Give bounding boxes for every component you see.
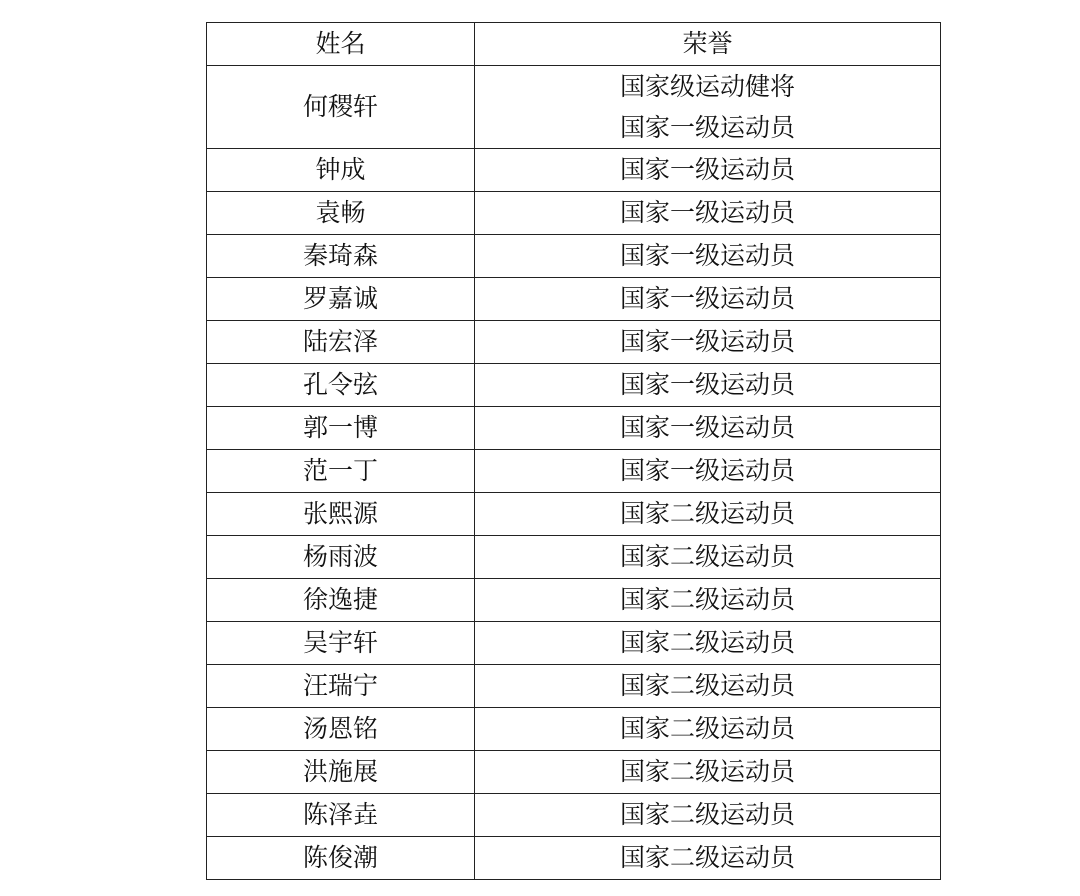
table-row [207,751,941,794]
table-row [207,794,941,837]
cell-honor: 国家一级运动员 [475,149,941,192]
cell-name: 钟成 [207,149,475,192]
cell-name: 汪瑞宁 [207,665,475,708]
cell-name: 孔令弦 [207,364,475,407]
cell-honor: 国家二级运动员 [475,579,941,622]
table-row [207,837,941,880]
cell-honor: 国家二级运动员 [475,665,941,708]
cell-name: 范一丁 [207,450,475,493]
cell-honor: 国家二级运动员 [475,622,941,665]
cell-name: 陈泽垚 [207,794,475,837]
cell-name: 张熙源 [207,493,475,536]
cell-name: 陈俊潮 [207,837,475,880]
cell-honor: 国家一级运动员 [475,407,941,450]
table-row [207,665,941,708]
header-honor: 荣誉 [475,23,941,66]
table-row [207,364,941,407]
table-row [207,579,941,622]
cell-honor: 国家一级运动员 [475,450,941,493]
honor-line: 国家一级运动员 [619,113,795,142]
cell-name: 何稷轩 [207,66,475,149]
table-row [207,493,941,536]
cell-honor: 国家二级运动员 [475,837,941,880]
table-row [207,536,941,579]
cell-name: 洪施展 [207,751,475,794]
table-row [207,149,941,192]
cell-honor: 国家二级运动员 [475,794,941,837]
cell-name: 郭一博 [207,407,475,450]
table-row [207,278,941,321]
cell-name: 秦琦森 [207,235,475,278]
honor-table [206,22,941,880]
cell-name: 汤恩铭 [207,708,475,751]
cell-name: 袁畅 [207,192,475,235]
cell-honor: 国家一级运动员 [475,278,941,321]
cell-name: 陆宏泽 [207,321,475,364]
cell-honor: 国家二级运动员 [475,708,941,751]
table-row [207,708,941,751]
table-row [207,622,941,665]
cell-name: 徐逸捷 [207,579,475,622]
cell-honor: 国家一级运动员 [475,364,941,407]
cell-honor: 国家二级运动员 [475,751,941,794]
cell-name: 杨雨波 [207,536,475,579]
table-header-row [207,23,941,66]
cell-honor: 国家一级运动员 [475,235,941,278]
table-row [207,321,941,364]
cell-honor: 国家二级运动员 [475,493,941,536]
header-name: 姓名 [207,23,475,66]
cell-name: 吴宇轩 [207,622,475,665]
cell-honor: 国家一级运动员 [475,321,941,364]
table-row [207,407,941,450]
cell-honor: 国家二级运动员 [475,536,941,579]
table-row [207,450,941,493]
table-row [207,192,941,235]
cell-name: 罗嘉诚 [207,278,475,321]
table-row [207,235,941,278]
cell-honor [475,66,941,149]
cell-honor: 国家一级运动员 [475,192,941,235]
table-body [207,66,941,880]
honor-line: 国家级运动健将 [619,72,795,101]
table-row [207,66,941,149]
